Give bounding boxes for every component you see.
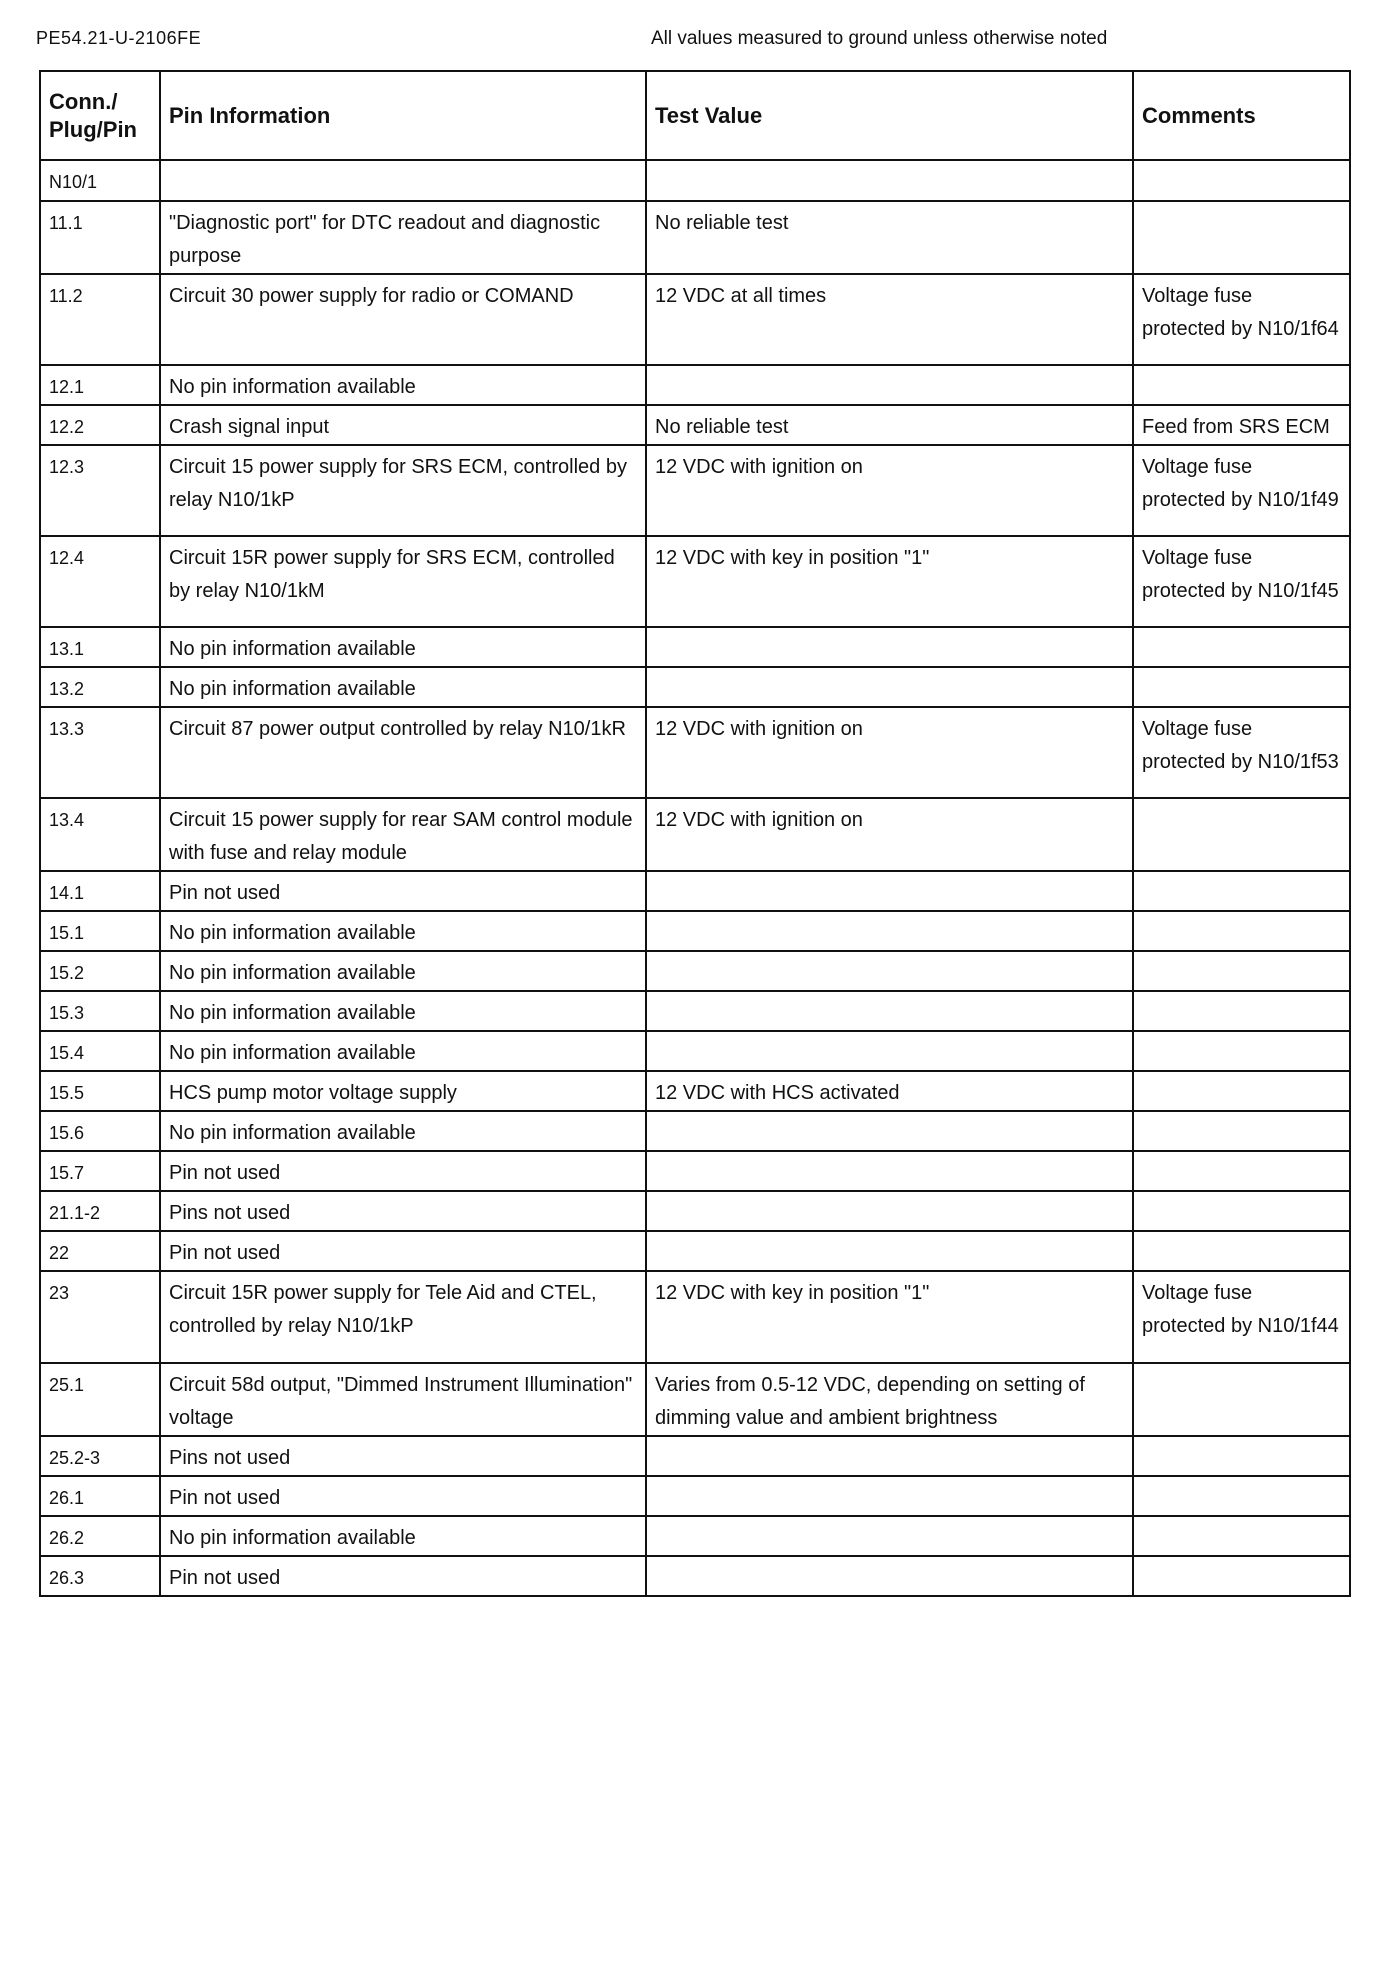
cell-pin: 11.1	[40, 201, 160, 274]
cell-pin-information: Pin not used	[160, 1231, 646, 1271]
cell-pin-information: No pin information available	[160, 951, 646, 991]
cell-test-value	[646, 160, 1133, 201]
cell-pin-information: No pin information available	[160, 627, 646, 667]
cell-pin-information: Pin not used	[160, 1476, 646, 1516]
cell-pin: 11.2	[40, 274, 160, 365]
cell-pin-information: Pin not used	[160, 871, 646, 911]
table-row	[40, 1363, 1350, 1436]
table-row	[40, 798, 1350, 871]
cell-comments	[1133, 991, 1350, 1031]
cell-pin-information: Pins not used	[160, 1436, 646, 1476]
cell-pin: 12.2	[40, 405, 160, 445]
cell-test-value	[646, 1191, 1133, 1231]
column-header-pin-information: Pin Information	[160, 71, 646, 160]
cell-comments: Voltage fuse protected by N10/1f64	[1133, 274, 1350, 365]
cell-test-value	[646, 1436, 1133, 1476]
cell-pin: 23	[40, 1271, 160, 1363]
cell-pin-information: No pin information available	[160, 1111, 646, 1151]
cell-test-value	[646, 951, 1133, 991]
table-row	[40, 1476, 1350, 1516]
cell-pin: 25.2-3	[40, 1436, 160, 1476]
cell-pin-information: No pin information available	[160, 911, 646, 951]
table-row	[40, 445, 1350, 536]
cell-comments	[1133, 911, 1350, 951]
cell-test-value	[646, 911, 1133, 951]
cell-pin: 13.2	[40, 667, 160, 707]
cell-pin: 15.5	[40, 1071, 160, 1111]
cell-pin-information: No pin information available	[160, 1031, 646, 1071]
cell-pin-information: "Diagnostic port" for DTC readout and diagnostic purpose	[160, 201, 646, 274]
cell-comments	[1133, 1476, 1350, 1516]
cell-test-value	[646, 871, 1133, 911]
cell-test-value	[646, 1516, 1133, 1556]
pin-table	[39, 70, 1351, 1597]
cell-comments	[1133, 201, 1350, 274]
cell-comments: Voltage fuse protected by N10/1f44	[1133, 1271, 1350, 1363]
cell-pin: 13.4	[40, 798, 160, 871]
cell-comments: Voltage fuse protected by N10/1f45	[1133, 536, 1350, 627]
cell-pin-information: Pin not used	[160, 1556, 646, 1596]
table-row	[40, 1231, 1350, 1271]
cell-pin-information: Circuit 15 power supply for rear SAM control module with fuse and relay module	[160, 798, 646, 871]
table-row	[40, 1271, 1350, 1363]
cell-pin: 15.7	[40, 1151, 160, 1191]
table-row	[40, 991, 1350, 1031]
cell-comments	[1133, 1556, 1350, 1596]
cell-comments	[1133, 627, 1350, 667]
table-row	[40, 1111, 1350, 1151]
table-row	[40, 1031, 1350, 1071]
cell-pin-information: HCS pump motor voltage supply	[160, 1071, 646, 1111]
cell-test-value	[646, 365, 1133, 405]
table-row	[40, 951, 1350, 991]
cell-pin: N10/1	[40, 160, 160, 201]
table-row	[40, 871, 1350, 911]
table-row	[40, 627, 1350, 667]
cell-test-value	[646, 1476, 1133, 1516]
cell-comments	[1133, 1111, 1350, 1151]
cell-comments: Feed from SRS ECM	[1133, 405, 1350, 445]
cell-test-value: 12 VDC with ignition on	[646, 707, 1133, 798]
table-row	[40, 667, 1350, 707]
cell-comments	[1133, 1231, 1350, 1271]
table-row	[40, 160, 1350, 201]
table-row	[40, 911, 1350, 951]
cell-pin: 13.3	[40, 707, 160, 798]
cell-test-value	[646, 991, 1133, 1031]
table-header-row	[40, 71, 1350, 160]
cell-comments	[1133, 1436, 1350, 1476]
table-row	[40, 536, 1350, 627]
cell-pin: 25.1	[40, 1363, 160, 1436]
cell-test-value: 12 VDC with key in position "1"	[646, 1271, 1133, 1363]
cell-test-value	[646, 1031, 1133, 1071]
column-header-test-value: Test Value	[646, 71, 1133, 160]
cell-test-value: 12 VDC at all times	[646, 274, 1133, 365]
cell-test-value	[646, 1231, 1133, 1271]
cell-pin-information: Circuit 30 power supply for radio or COMAND	[160, 274, 646, 365]
cell-pin-information: Circuit 15 power supply for SRS ECM, controlled by relay N10/1kP	[160, 445, 646, 536]
table-row	[40, 1191, 1350, 1231]
table-row	[40, 365, 1350, 405]
cell-pin: 26.2	[40, 1516, 160, 1556]
cell-pin: 21.1-2	[40, 1191, 160, 1231]
cell-pin: 15.2	[40, 951, 160, 991]
cell-comments	[1133, 1191, 1350, 1231]
cell-comments	[1133, 365, 1350, 405]
cell-pin-information	[160, 160, 646, 201]
cell-pin-information: Circuit 58d output, "Dimmed Instrument Illumination" voltage	[160, 1363, 646, 1436]
cell-pin: 15.3	[40, 991, 160, 1031]
cell-pin-information: No pin information available	[160, 991, 646, 1031]
cell-test-value	[646, 667, 1133, 707]
cell-test-value	[646, 1111, 1133, 1151]
cell-pin: 15.6	[40, 1111, 160, 1151]
cell-pin-information: Pins not used	[160, 1191, 646, 1231]
cell-comments	[1133, 1516, 1350, 1556]
table-row	[40, 1436, 1350, 1476]
cell-test-value: No reliable test	[646, 405, 1133, 445]
cell-comments	[1133, 798, 1350, 871]
cell-test-value: 12 VDC with ignition on	[646, 445, 1133, 536]
column-header-comments: Comments	[1133, 71, 1350, 160]
table-row	[40, 1071, 1350, 1111]
cell-pin-information: No pin information available	[160, 365, 646, 405]
cell-test-value: 12 VDC with ignition on	[646, 798, 1133, 871]
cell-pin: 12.4	[40, 536, 160, 627]
cell-pin-information: Pin not used	[160, 1151, 646, 1191]
document-id: PE54.21-U-2106FE	[36, 28, 202, 48]
cell-pin: 13.1	[40, 627, 160, 667]
cell-pin: 22	[40, 1231, 160, 1271]
table-row	[40, 201, 1350, 274]
cell-pin: 12.3	[40, 445, 160, 536]
cell-test-value: 12 VDC with key in position "1"	[646, 536, 1133, 627]
table-row	[40, 1151, 1350, 1191]
cell-test-value	[646, 1151, 1133, 1191]
cell-comments: Voltage fuse protected by N10/1f53	[1133, 707, 1350, 798]
cell-pin-information: Crash signal input	[160, 405, 646, 445]
cell-comments	[1133, 951, 1350, 991]
cell-comments	[1133, 667, 1350, 707]
cell-pin: 15.1	[40, 911, 160, 951]
cell-comments	[1133, 1071, 1350, 1111]
cell-comments	[1133, 1151, 1350, 1191]
table-row	[40, 274, 1350, 365]
cell-comments: Voltage fuse protected by N10/1f49	[1133, 445, 1350, 536]
cell-pin: 26.3	[40, 1556, 160, 1596]
cell-test-value: Varies from 0.5-12 VDC, depending on setting of dimming value and ambient brightness	[646, 1363, 1133, 1436]
cell-test-value	[646, 1556, 1133, 1596]
table-row	[40, 1556, 1350, 1596]
cell-pin: 14.1	[40, 871, 160, 911]
cell-pin: 26.1	[40, 1476, 160, 1516]
cell-comments	[1133, 160, 1350, 201]
cell-pin-information: Circuit 15R power supply for Tele Aid and CTEL, controlled by relay N10/1kP	[160, 1271, 646, 1363]
cell-pin: 12.1	[40, 365, 160, 405]
cell-pin-information: Circuit 87 power output controlled by relay N10/1kR	[160, 707, 646, 798]
cell-comments	[1133, 871, 1350, 911]
cell-pin: 15.4	[40, 1031, 160, 1071]
cell-pin-information: No pin information available	[160, 1516, 646, 1556]
cell-comments	[1133, 1363, 1350, 1436]
cell-test-value	[646, 627, 1133, 667]
cell-test-value: No reliable test	[646, 201, 1133, 274]
cell-comments	[1133, 1031, 1350, 1071]
table-row	[40, 405, 1350, 445]
table-row	[40, 707, 1350, 798]
column-header-pin: Conn./ Plug/Pin	[40, 71, 160, 160]
cell-test-value: 12 VDC with HCS activated	[646, 1071, 1133, 1111]
cell-pin-information: No pin information available	[160, 667, 646, 707]
measurement-note: All values measured to ground unless otherwise noted	[651, 28, 1108, 49]
table-body	[40, 160, 1350, 1596]
table-row	[40, 1516, 1350, 1556]
cell-pin-information: Circuit 15R power supply for SRS ECM, controlled by relay N10/1kM	[160, 536, 646, 627]
